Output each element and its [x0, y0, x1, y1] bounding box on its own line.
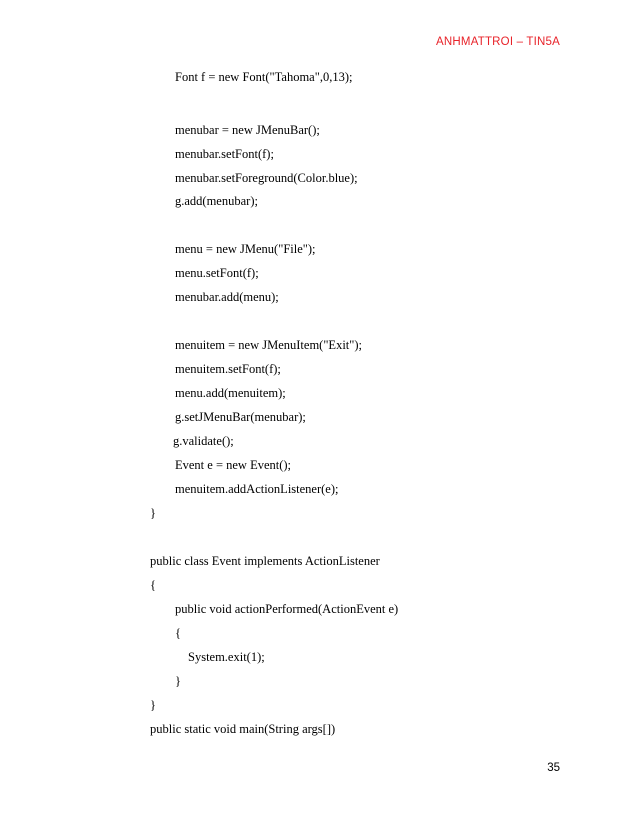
code-line: g.add(menubar); [175, 194, 258, 208]
code-line: menuitem.addActionListener(e); [175, 482, 339, 496]
code-line: System.exit(1); [188, 650, 265, 664]
code-line: public class Event implements ActionListener [150, 554, 380, 568]
code-line: menu.add(menuitem); [175, 386, 286, 400]
code-line: public void actionPerformed(ActionEvent e) [175, 602, 399, 616]
code-line: g.validate(); [173, 434, 234, 448]
code-line: menubar = new JMenuBar(); [175, 123, 320, 137]
code-line: menu = new JMenu("File"); [175, 242, 316, 256]
page-number: 35 [547, 762, 560, 774]
code-line: public static void main(String args[]) [150, 722, 336, 736]
code-line: } [150, 506, 156, 520]
page-header: ANHMATTROI – TIN5A [436, 36, 560, 48]
code-line: } [175, 674, 181, 688]
code-line: g.setJMenuBar(menubar); [175, 410, 306, 424]
code-line: { [175, 626, 181, 640]
code-line: menubar.add(menu); [175, 290, 279, 304]
code-line: } [150, 698, 156, 712]
code-line: Event e = new Event(); [175, 458, 292, 472]
code-line: menuitem = new JMenuItem("Exit"); [175, 338, 363, 352]
code-line: menubar.setFont(f); [175, 147, 274, 161]
code-line: Font f = new Font("Tahoma",0,13); [175, 70, 353, 84]
code-line: { [150, 578, 156, 592]
code-line: menuitem.setFont(f); [175, 362, 281, 376]
code-line: menubar.setForeground(Color.blue); [175, 171, 358, 185]
code-line: menu.setFont(f); [175, 266, 259, 280]
